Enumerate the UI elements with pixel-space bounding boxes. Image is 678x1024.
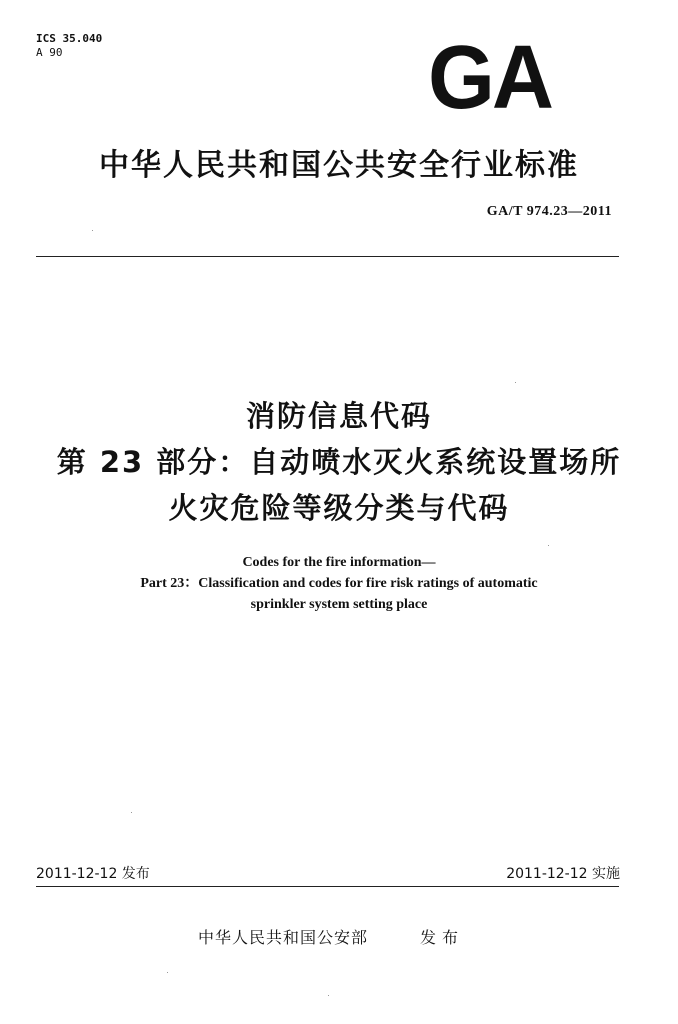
implementation-date: 2011-12-12 实施 — [506, 866, 620, 882]
document-title-cn-line1: 消防信息代码 — [245, 399, 432, 433]
document-title-cn-line3: 火灾危险等级分类与代码 — [168, 491, 510, 525]
document-title-en-line2: Part 23：Classification and codes for fire risk ratings of automatic — [140, 576, 538, 591]
scan-speck — [328, 995, 329, 996]
document-title-en-line1: Codes for the fire information— — [242, 555, 436, 570]
publisher-name: 中华人民共和国公安部 — [198, 928, 369, 947]
document-title-en-line3: sprinkler system setting place — [250, 597, 428, 612]
ccs-code: A 90 — [36, 46, 63, 59]
ics-code: ICS 35.040 — [36, 32, 103, 45]
issue-date: 2011-12-12 发布 — [36, 866, 150, 882]
scan-speck — [515, 382, 516, 383]
scan-speck — [167, 972, 168, 973]
document-title-cn-line2: 第 23 部分：自动喷水灭火系统设置场所 — [56, 445, 622, 479]
bottom-divider — [36, 886, 619, 887]
standard-code: GA/T 974.23—2011 — [486, 204, 612, 219]
publish-label: 发布 — [420, 928, 465, 947]
standard-category-title: 中华人民共和国公共安全行业标准 — [99, 148, 579, 183]
scan-speck — [548, 545, 549, 546]
scan-speck — [131, 812, 132, 813]
top-divider — [36, 256, 619, 257]
ga-logo — [428, 27, 580, 129]
scan-speck — [92, 230, 93, 231]
ga-logo-text: GA — [428, 27, 551, 129]
